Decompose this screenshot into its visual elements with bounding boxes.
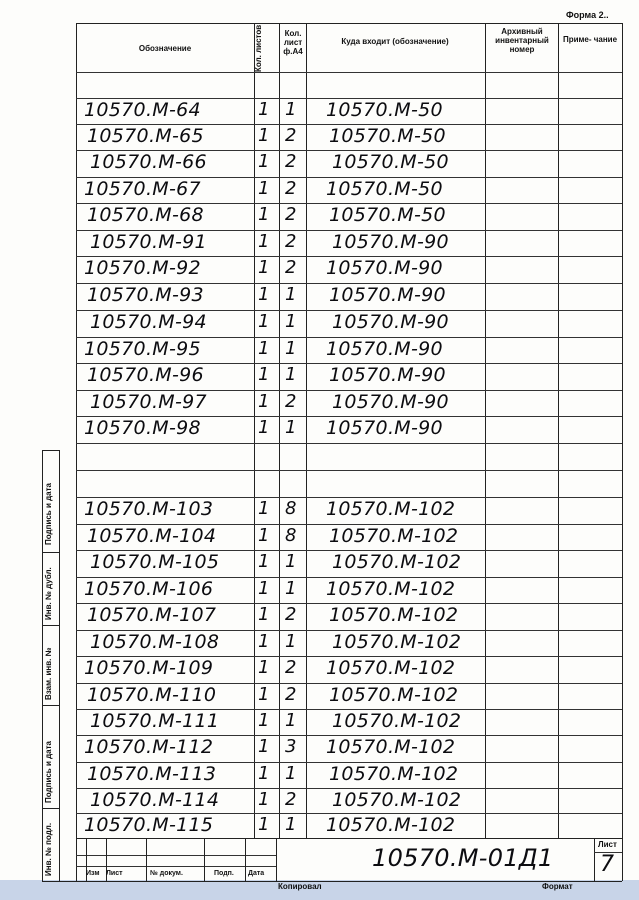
where-used-cell: 10570.М-102 bbox=[326, 814, 456, 836]
sheets-cell: 3 bbox=[285, 736, 297, 757]
designation-cell: 10570.М-67 bbox=[84, 178, 201, 200]
sheets-cell: 1 bbox=[285, 578, 297, 599]
sheets-cell: 1 bbox=[285, 338, 297, 359]
designation-cell: 10570.М-98 bbox=[84, 417, 201, 439]
header-sheets: Кол. лист ф.А4 bbox=[283, 29, 303, 56]
sheets-cell: 1 bbox=[285, 631, 297, 652]
where-used-cell: 10570.М-50 bbox=[326, 178, 443, 200]
stamp-col-4 bbox=[204, 838, 205, 881]
count-cell: 1 bbox=[258, 814, 270, 835]
where-used-cell: 10570.М-102 bbox=[326, 498, 456, 520]
where-used-cell: 10570.М-102 bbox=[332, 710, 462, 732]
designation-cell: 10570.М-114 bbox=[90, 789, 220, 811]
side-label-dup-inv: Инв. № дубл. bbox=[44, 567, 53, 620]
count-cell: 1 bbox=[258, 631, 270, 652]
col-line-1 bbox=[254, 23, 255, 838]
document-number: 10570.М-01Д1 bbox=[372, 844, 554, 872]
header-archive: Архивный инвентарный номер bbox=[495, 27, 549, 54]
sheets-cell: 2 bbox=[285, 391, 297, 412]
where-used-cell: 10570.М-90 bbox=[326, 257, 443, 279]
designation-cell: 10570.М-95 bbox=[84, 338, 201, 360]
where-used-cell: 10570.М-50 bbox=[332, 151, 449, 173]
where-used-cell: 10570.М-50 bbox=[326, 99, 443, 121]
count-cell: 1 bbox=[258, 178, 270, 199]
count-cell: 1 bbox=[258, 391, 270, 412]
side-div-2 bbox=[42, 625, 59, 626]
sheets-cell: 1 bbox=[285, 311, 297, 332]
designation-cell: 10570.М-111 bbox=[90, 710, 220, 732]
sheets-cell: 2 bbox=[285, 789, 297, 810]
designation-cell: 10570.М-107 bbox=[87, 604, 217, 626]
sheets-cell: 2 bbox=[285, 178, 297, 199]
sheet-label: Лист bbox=[598, 840, 617, 849]
designation-cell: 10570.М-106 bbox=[84, 578, 214, 600]
designation-cell: 10570.М-93 bbox=[87, 284, 204, 306]
side-label-replace-inv: Взам. инв. № bbox=[44, 647, 53, 700]
count-cell: 1 bbox=[258, 204, 270, 225]
designation-cell: 10570.М-113 bbox=[87, 763, 217, 785]
designation-cell: 10570.М-94 bbox=[90, 311, 207, 333]
count-cell: 1 bbox=[258, 364, 270, 385]
header-where-used: Куда входит (обозначение) bbox=[341, 37, 449, 46]
sheets-cell: 1 bbox=[285, 99, 297, 120]
count-cell: 1 bbox=[258, 763, 270, 784]
designation-cell: 10570.М-64 bbox=[84, 99, 201, 121]
sheets-cell: 1 bbox=[285, 417, 297, 438]
count-cell: 1 bbox=[258, 736, 270, 757]
where-used-cell: 10570.М-102 bbox=[329, 525, 459, 547]
side-label-orig-inv: Инв. № подл. bbox=[44, 822, 53, 876]
col-line-4 bbox=[485, 23, 486, 838]
stamp-col-6 bbox=[276, 838, 277, 881]
col-line-3 bbox=[306, 23, 307, 838]
sheet-number: 7 bbox=[600, 852, 615, 877]
where-used-cell: 10570.М-102 bbox=[332, 789, 462, 811]
stamp-col-sheet bbox=[594, 838, 595, 881]
sheets-cell: 2 bbox=[285, 231, 297, 252]
sheets-cell: 1 bbox=[285, 284, 297, 305]
designation-cell: 10570.М-109 bbox=[84, 657, 214, 679]
count-cell: 1 bbox=[258, 684, 270, 705]
header-note: Приме- чание bbox=[562, 35, 618, 44]
sheets-cell: 1 bbox=[285, 551, 297, 572]
stamp-col-list: Лист bbox=[106, 870, 123, 877]
where-used-cell: 10570.М-90 bbox=[329, 364, 446, 386]
sheets-cell: 1 bbox=[285, 814, 297, 835]
where-used-cell: 10570.М-102 bbox=[329, 763, 459, 785]
where-used-cell: 10570.М-102 bbox=[332, 551, 462, 573]
sheets-cell: 1 bbox=[285, 710, 297, 731]
designation-cell: 10570.М-68 bbox=[87, 204, 204, 226]
count-cell: 1 bbox=[258, 525, 270, 546]
side-div-4 bbox=[42, 808, 59, 809]
form-label: Форма 2.. bbox=[566, 10, 609, 20]
row-separator bbox=[76, 72, 622, 73]
designation-cell: 10570.М-112 bbox=[84, 736, 214, 758]
sheets-cell: 2 bbox=[285, 684, 297, 705]
frame-top bbox=[76, 23, 622, 24]
sheets-cell: 2 bbox=[285, 125, 297, 146]
sheets-cell: 2 bbox=[285, 657, 297, 678]
where-used-cell: 10570.М-102 bbox=[329, 604, 459, 626]
sheets-cell: 2 bbox=[285, 204, 297, 225]
designation-cell: 10570.М-105 bbox=[90, 551, 220, 573]
count-cell: 1 bbox=[258, 257, 270, 278]
where-used-cell: 10570.М-102 bbox=[329, 684, 459, 706]
where-used-cell: 10570.М-50 bbox=[329, 204, 446, 226]
count-cell: 1 bbox=[258, 99, 270, 120]
designation-cell: 10570.М-92 bbox=[84, 257, 201, 279]
stamp-col-3 bbox=[146, 838, 147, 881]
frame-bottom bbox=[42, 881, 622, 882]
sheets-cell: 2 bbox=[285, 151, 297, 172]
where-used-cell: 10570.М-90 bbox=[329, 284, 446, 306]
where-used-cell: 10570.М-90 bbox=[332, 231, 449, 253]
count-cell: 1 bbox=[258, 710, 270, 731]
count-cell: 1 bbox=[258, 338, 270, 359]
sheets-cell: 1 bbox=[285, 364, 297, 385]
header-designation: Обозначение bbox=[138, 44, 192, 53]
designation-cell: 10570.М-66 bbox=[90, 151, 207, 173]
count-cell: 1 bbox=[258, 789, 270, 810]
count-cell: 1 bbox=[258, 417, 270, 438]
count-cell: 1 bbox=[258, 231, 270, 252]
designation-cell: 10570.М-115 bbox=[84, 814, 214, 836]
side-frame-right bbox=[59, 450, 60, 881]
designation-cell: 10570.М-104 bbox=[87, 525, 217, 547]
where-used-cell: 10570.М-90 bbox=[332, 391, 449, 413]
count-cell: 1 bbox=[258, 284, 270, 305]
sheets-cell: 2 bbox=[285, 257, 297, 278]
designation-cell: 10570.М-91 bbox=[90, 231, 207, 253]
count-cell: 1 bbox=[258, 311, 270, 332]
sheets-cell: 8 bbox=[285, 498, 297, 519]
sheets-cell: 1 bbox=[285, 763, 297, 784]
row-separator bbox=[76, 470, 622, 471]
designation-cell: 10570.М-96 bbox=[87, 364, 204, 386]
designation-cell: 10570.М-103 bbox=[84, 498, 214, 520]
side-div-1 bbox=[42, 552, 59, 553]
designation-cell: 10570.М-110 bbox=[87, 684, 217, 706]
where-used-cell: 10570.М-102 bbox=[332, 631, 462, 653]
footer-format: Формат bbox=[542, 882, 573, 891]
col-line-5 bbox=[558, 23, 559, 838]
where-used-cell: 10570.М-50 bbox=[329, 125, 446, 147]
frame-left bbox=[76, 23, 77, 881]
stamp-col-izm: Изм bbox=[86, 870, 100, 877]
header-count: Кол. листов bbox=[254, 24, 263, 72]
side-top bbox=[42, 450, 59, 451]
where-used-cell: 10570.М-90 bbox=[326, 338, 443, 360]
count-cell: 1 bbox=[258, 151, 270, 172]
count-cell: 1 bbox=[258, 604, 270, 625]
stamp-col-5 bbox=[245, 838, 246, 881]
sheets-cell: 8 bbox=[285, 525, 297, 546]
count-cell: 1 bbox=[258, 125, 270, 146]
count-cell: 1 bbox=[258, 578, 270, 599]
stamp-col-doc: № докум. bbox=[150, 870, 183, 877]
frame-right bbox=[622, 23, 623, 881]
footer-copied: Копировал bbox=[278, 882, 322, 891]
stamp-col-date: Дата bbox=[248, 870, 265, 877]
stamp-col-sign: Подп. bbox=[214, 870, 234, 877]
designation-cell: 10570.М-65 bbox=[87, 125, 204, 147]
where-used-cell: 10570.М-102 bbox=[326, 657, 456, 679]
stamp-top bbox=[76, 838, 622, 839]
where-used-cell: 10570.М-90 bbox=[332, 311, 449, 333]
side-label-sign-date-2: Подпись и дата bbox=[44, 741, 53, 803]
side-div-3 bbox=[42, 705, 59, 706]
where-used-cell: 10570.М-90 bbox=[326, 417, 443, 439]
where-used-cell: 10570.М-102 bbox=[326, 736, 456, 758]
designation-cell: 10570.М-97 bbox=[90, 391, 207, 413]
side-frame-left bbox=[42, 450, 43, 881]
count-cell: 1 bbox=[258, 551, 270, 572]
where-used-cell: 10570.М-102 bbox=[326, 578, 456, 600]
count-cell: 1 bbox=[258, 657, 270, 678]
col-line-2 bbox=[279, 23, 280, 838]
count-cell: 1 bbox=[258, 498, 270, 519]
row-separator bbox=[76, 443, 622, 444]
side-label-sign-date-1: Подпись и дата bbox=[44, 483, 53, 545]
sheets-cell: 2 bbox=[285, 604, 297, 625]
designation-cell: 10570.М-108 bbox=[90, 631, 220, 653]
